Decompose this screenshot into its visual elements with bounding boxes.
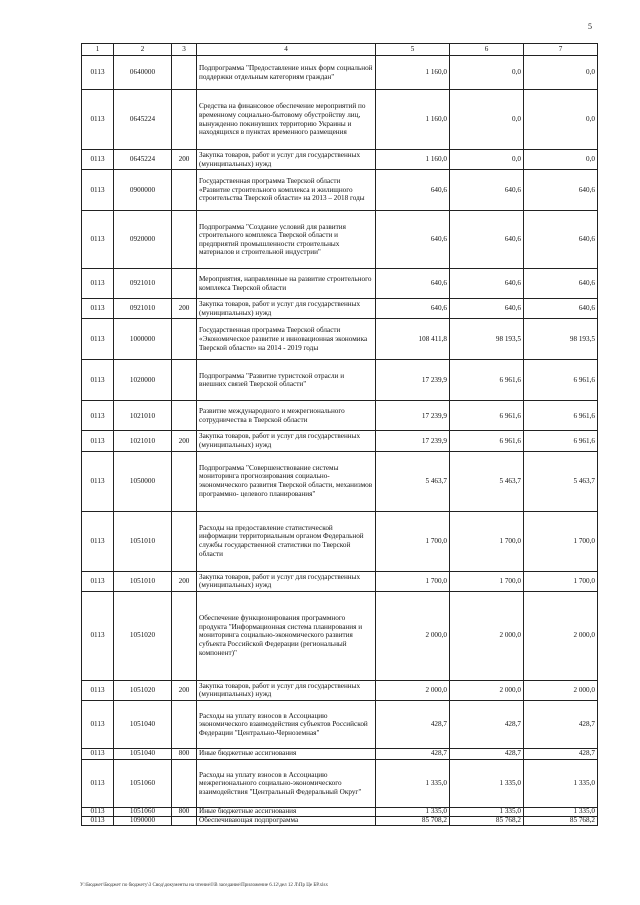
- table-cell-v6: 640,6: [450, 269, 524, 299]
- table-cell-v6: 1 700,0: [450, 511, 524, 571]
- table-cell-c1: 0113: [82, 170, 114, 211]
- table-cell-c1: 0113: [82, 680, 114, 700]
- table-cell-v6: 1 335,0: [450, 807, 524, 816]
- table-cell-name: Расходы на уплату взносов в Ассоциацию межрегионального социально-экономического взаимодействия "Центральный Федеральный Округ": [197, 759, 376, 807]
- table-row: [82, 211, 598, 269]
- table-cell-name: Подпрограмма "Предоставление иных форм социальной поддержки отдельным категориям граждан": [197, 56, 376, 90]
- table-cell-c3: [172, 211, 197, 269]
- table-cell-v5: 108 411,8: [376, 319, 450, 360]
- table-cell-c1: 0113: [82, 211, 114, 269]
- table-cell-v7: 640,6: [524, 299, 598, 319]
- table-cell-c1: 0113: [82, 748, 114, 759]
- column-header: 2: [114, 44, 172, 56]
- table-cell-c2: 1000000: [114, 319, 172, 360]
- table-cell-v7: 1 700,0: [524, 511, 598, 571]
- table-cell-v6: 2 000,0: [450, 680, 524, 700]
- table-cell-c3: [172, 591, 197, 680]
- table-cell-name: Обеспечивающая подпрограмма: [197, 816, 376, 825]
- table-cell-v5: 17 239,9: [376, 431, 450, 451]
- table-cell-v7: 0,0: [524, 90, 598, 150]
- table-cell-v7: 98 193,5: [524, 319, 598, 360]
- table-cell-v6: 85 768,2: [450, 816, 524, 825]
- table-cell-v7: 0,0: [524, 56, 598, 90]
- table-cell-v6: 6 961,6: [450, 360, 524, 401]
- table-row: [82, 319, 598, 360]
- table-row: [82, 90, 598, 150]
- table-cell-v5: 17 239,9: [376, 401, 450, 431]
- table-cell-c3: 200: [172, 680, 197, 700]
- table-cell-c2: 1051040: [114, 748, 172, 759]
- column-header: 5: [376, 44, 450, 56]
- table-row: [82, 431, 598, 451]
- column-header: 1: [82, 44, 114, 56]
- table-cell-name: Обеспечение функционирования программного продукта "Информационная система планирования и мониторинга социально-экономического развития субъекта Российской Федерации (региональный компонент)": [197, 591, 376, 680]
- table-cell-c2: 1051010: [114, 511, 172, 571]
- table-cell-name: Закупка товаров, работ и услуг для государственных (муниципальных) нужд: [197, 150, 376, 170]
- table-cell-v6: 0,0: [450, 150, 524, 170]
- table-cell-v6: 5 463,7: [450, 451, 524, 511]
- table-cell-v5: 85 708,2: [376, 816, 450, 825]
- table-cell-v7: 6 961,6: [524, 360, 598, 401]
- table-cell-c1: 0113: [82, 511, 114, 571]
- table-cell-c1: 0113: [82, 269, 114, 299]
- table-cell-c3: 800: [172, 807, 197, 816]
- table-cell-c2: 1021010: [114, 431, 172, 451]
- table-cell-v5: 640,6: [376, 269, 450, 299]
- table-cell-c2: 0645224: [114, 150, 172, 170]
- table-cell-name: Развитие международного и межрегионального сотрудничества в Тверской области: [197, 401, 376, 431]
- table-cell-c2: 0900000: [114, 170, 172, 211]
- table-cell-v5: 2 000,0: [376, 680, 450, 700]
- table-cell-c2: 1051060: [114, 807, 172, 816]
- table-cell-v6: 640,6: [450, 170, 524, 211]
- table-cell-c1: 0113: [82, 150, 114, 170]
- table-row: [82, 680, 598, 700]
- table-cell-c2: 0921010: [114, 269, 172, 299]
- table-cell-v5: 1 160,0: [376, 150, 450, 170]
- table-row: [82, 170, 598, 211]
- table-cell-v5: 1 160,0: [376, 90, 450, 150]
- column-header: 3: [172, 44, 197, 56]
- table-cell-c3: [172, 401, 197, 431]
- table-cell-name: Средства на финансовое обеспечение мероприятий по временному социально-бытовому обустройству лиц, вынужденно покинувших территорию Украины и находящихся в пунктах временного размещения: [197, 90, 376, 150]
- table-cell-v5: 1 160,0: [376, 56, 450, 90]
- table-cell-v6: 98 193,5: [450, 319, 524, 360]
- file-path-footer: У:\Бюджет\Бюджет по бюджету\3 Свод\документы на чтение\I\В заседание\Приложение 6.12\дел 12 Л\Пр Це БР.xlsx: [80, 883, 328, 888]
- header-row: [82, 44, 598, 56]
- table-cell-v5: 640,6: [376, 211, 450, 269]
- table-cell-c3: [172, 360, 197, 401]
- table-cell-name: Расходы на предоставление статистической информации территориальным органом Федеральной службы государственной статистики по Тверской области: [197, 511, 376, 571]
- table-row: [82, 511, 598, 571]
- table-row: [82, 748, 598, 759]
- table-cell-c1: 0113: [82, 816, 114, 825]
- table-row: [82, 451, 598, 511]
- table-cell-c2: 1021010: [114, 401, 172, 431]
- table-cell-v7: 2 000,0: [524, 680, 598, 700]
- table-cell-v6: 0,0: [450, 56, 524, 90]
- table-cell-v5: 17 239,9: [376, 360, 450, 401]
- table-cell-c3: [172, 90, 197, 150]
- table-cell-c3: 200: [172, 150, 197, 170]
- table-cell-c1: 0113: [82, 56, 114, 90]
- table-cell-c1: 0113: [82, 759, 114, 807]
- table-cell-c2: 0920000: [114, 211, 172, 269]
- table-cell-c1: 0113: [82, 319, 114, 360]
- table-cell-name: Государственная программа Тверской области «Экономическое развитие и инновационная экономика Тверской области» на 2014 - 2019 годы: [197, 319, 376, 360]
- table-cell-name: Иные бюджетные ассигнования: [197, 807, 376, 816]
- table-cell-v5: 1 335,0: [376, 759, 450, 807]
- table-cell-c3: [172, 451, 197, 511]
- table-cell-c2: 1051020: [114, 680, 172, 700]
- table-cell-c3: [172, 269, 197, 299]
- table-cell-c2: 0921010: [114, 299, 172, 319]
- table-cell-v7: 1 335,0: [524, 807, 598, 816]
- table-cell-v7: 428,7: [524, 748, 598, 759]
- table-row: [82, 401, 598, 431]
- table-cell-name: Закупка товаров, работ и услуг для государственных (муниципальных) нужд: [197, 571, 376, 591]
- page-number: 5: [588, 22, 592, 31]
- table-row: [82, 759, 598, 807]
- table-cell-v6: 6 961,6: [450, 401, 524, 431]
- table-cell-c3: [172, 56, 197, 90]
- table-row: [82, 299, 598, 319]
- table-cell-name: Закупка товаров, работ и услуг для государственных (муниципальных) нужд: [197, 431, 376, 451]
- table-cell-v5: 1 335,0: [376, 807, 450, 816]
- table-cell-c2: 1090000: [114, 816, 172, 825]
- table-cell-v5: 2 000,0: [376, 591, 450, 680]
- table-cell-c3: 200: [172, 299, 197, 319]
- table-cell-name: Государственная программа Тверской области «Развитие строительного комплекса и жилищного строительства Тверской области» на 2013 – 2018 годы: [197, 170, 376, 211]
- table-cell-c3: [172, 759, 197, 807]
- table-cell-v5: 428,7: [376, 748, 450, 759]
- table-cell-c1: 0113: [82, 591, 114, 680]
- table-row: [82, 269, 598, 299]
- table-cell-c3: [172, 511, 197, 571]
- table-cell-c2: 1050000: [114, 451, 172, 511]
- budget-table: [81, 43, 598, 826]
- table-cell-name: Закупка товаров, работ и услуг для государственных (муниципальных) нужд: [197, 680, 376, 700]
- table-cell-v7: 640,6: [524, 211, 598, 269]
- table-cell-v6: 428,7: [450, 700, 524, 748]
- table-cell-v7: 6 961,6: [524, 401, 598, 431]
- table-cell-v5: 1 700,0: [376, 571, 450, 591]
- table-row: [82, 700, 598, 748]
- table-cell-v7: 640,6: [524, 170, 598, 211]
- table-cell-v7: 1 335,0: [524, 759, 598, 807]
- table-cell-v7: 2 000,0: [524, 591, 598, 680]
- table-cell-v7: 85 768,2: [524, 816, 598, 825]
- table-cell-name: Подпрограмма "Совершенствование системы мониторинга прогнозирования социально-экономического развития Тверской области, механизмов программно- целевого планирования": [197, 451, 376, 511]
- table-cell-v7: 640,6: [524, 269, 598, 299]
- table-cell-c3: [172, 816, 197, 825]
- table-cell-name: Расходы на уплату взносов в Ассоциацию экономического взаимодействия субъектов Российской Федерации "Центрально-Черноземная": [197, 700, 376, 748]
- table-row: [82, 807, 598, 816]
- column-header: 4: [197, 44, 376, 56]
- table-cell-v6: 6 961,6: [450, 431, 524, 451]
- table-row: [82, 360, 598, 401]
- table-cell-v5: 428,7: [376, 700, 450, 748]
- table-cell-c1: 0113: [82, 401, 114, 431]
- table-cell-v7: 1 700,0: [524, 571, 598, 591]
- table-cell-name: Подпрограмма "Развитие туристской отрасли и внешних связей Тверской области": [197, 360, 376, 401]
- table-cell-v7: 6 961,6: [524, 431, 598, 451]
- table-cell-c3: [172, 170, 197, 211]
- table-cell-v6: 2 000,0: [450, 591, 524, 680]
- table-cell-c1: 0113: [82, 807, 114, 816]
- table-cell-v6: 640,6: [450, 299, 524, 319]
- table-cell-name: Подпрограмма "Создание условий для развития строительного комплекса Тверской области и предприятий промышленности строительных материалов и строительной индустрии": [197, 211, 376, 269]
- table-row: [82, 56, 598, 90]
- table-cell-c2: 1051020: [114, 591, 172, 680]
- table-cell-name: Закупка товаров, работ и услуг для государственных (муниципальных) нужд: [197, 299, 376, 319]
- table-row: [82, 150, 598, 170]
- table-cell-v6: 1 700,0: [450, 571, 524, 591]
- table-cell-v5: 640,6: [376, 170, 450, 211]
- table-cell-c1: 0113: [82, 571, 114, 591]
- table-cell-v6: 1 335,0: [450, 759, 524, 807]
- table-cell-v7: 0,0: [524, 150, 598, 170]
- table-row: [82, 816, 598, 825]
- table-cell-c2: 1020000: [114, 360, 172, 401]
- table-cell-c1: 0113: [82, 700, 114, 748]
- table-cell-c3: 800: [172, 748, 197, 759]
- table-cell-v7: 5 463,7: [524, 451, 598, 511]
- table-cell-v5: 1 700,0: [376, 511, 450, 571]
- table-cell-c2: 1051040: [114, 700, 172, 748]
- table-cell-c3: 200: [172, 431, 197, 451]
- table-cell-c1: 0113: [82, 451, 114, 511]
- column-header: 7: [524, 44, 598, 56]
- column-header: 6: [450, 44, 524, 56]
- table-cell-v6: 640,6: [450, 211, 524, 269]
- table-row: [82, 591, 598, 680]
- table-cell-c1: 0113: [82, 299, 114, 319]
- table-cell-c1: 0113: [82, 360, 114, 401]
- table-cell-name: Мероприятия, направленные на развитие строительного комплекса Тверской области: [197, 269, 376, 299]
- table-cell-c3: [172, 319, 197, 360]
- table-cell-c1: 0113: [82, 431, 114, 451]
- table-cell-v6: 428,7: [450, 748, 524, 759]
- table-cell-c2: 1051010: [114, 571, 172, 591]
- table-cell-v5: 5 463,7: [376, 451, 450, 511]
- table-cell-c3: [172, 700, 197, 748]
- table-row: [82, 571, 598, 591]
- table-cell-c2: 1051060: [114, 759, 172, 807]
- table-cell-c1: 0113: [82, 90, 114, 150]
- table-cell-c2: 0645224: [114, 90, 172, 150]
- table-cell-v7: 428,7: [524, 700, 598, 748]
- table-cell-v5: 640,6: [376, 299, 450, 319]
- table-cell-c3: 200: [172, 571, 197, 591]
- table-cell-v6: 0,0: [450, 90, 524, 150]
- table-cell-c2: 0640000: [114, 56, 172, 90]
- table-cell-name: Иные бюджетные ассигнования: [197, 748, 376, 759]
